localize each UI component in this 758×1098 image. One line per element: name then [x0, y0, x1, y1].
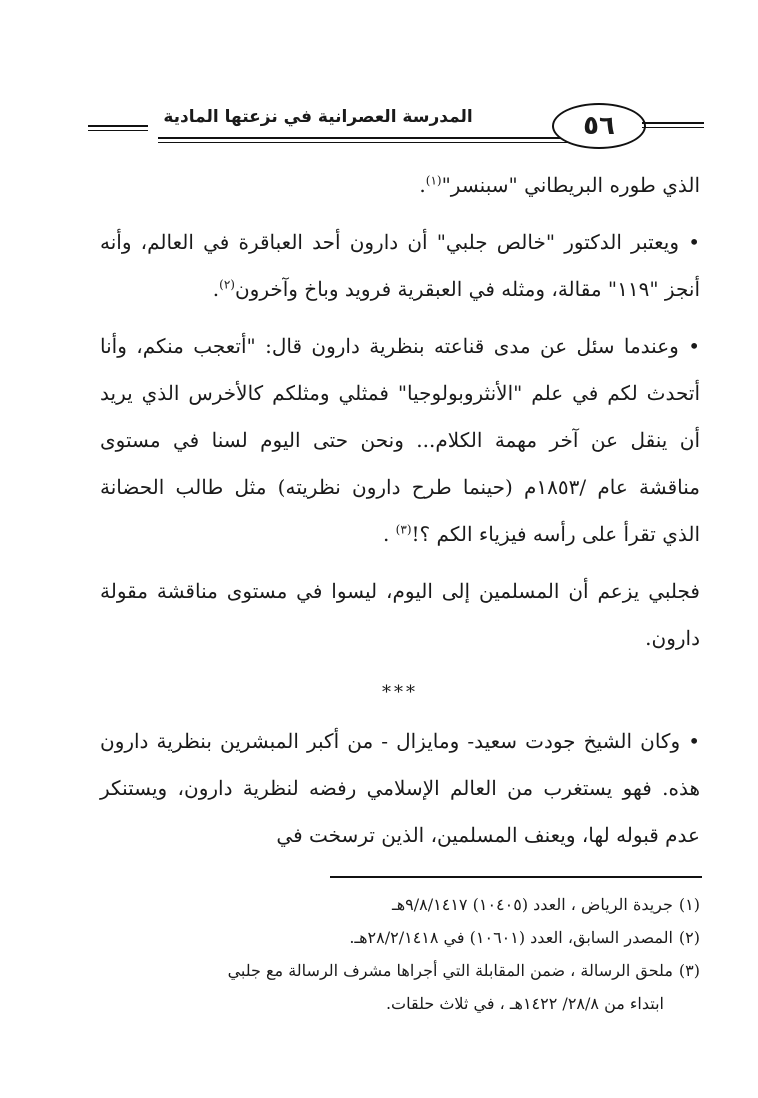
page-header: [88, 95, 704, 155]
header-rule-middle-thin: [158, 142, 628, 143]
footnote-3-continued: ابتداء من ٢٨/٨/ ١٤٢٢هـ ، في ثلاث حلقات.: [385, 994, 664, 1013]
footnote-1: (١)جريدة الرياض ، العدد (١٠٤٠٥) ٩/٨/١٤١٧هـ: [392, 895, 700, 914]
paragraph-4: فجلبي يزعم أن المسلمين إلى اليوم، ليسوا في مستوى مناقشة مقولة دارون.: [100, 579, 700, 650]
header-rule-right-thin: [642, 127, 704, 128]
footnote-ref-1: (١): [425, 173, 442, 188]
header-rule-left-thin: [88, 130, 148, 131]
paragraph-1: الذي طوره البريطاني "سبنسر"$^{(١)}$.: [419, 173, 700, 197]
header-rule-left: [88, 125, 148, 127]
page-number: ٥٦: [552, 103, 646, 149]
section-separator: ***: [382, 682, 418, 703]
body-text: [100, 162, 700, 859]
footnotes: [100, 888, 700, 1020]
footnote-ref-2: (٢): [219, 277, 235, 292]
header-rule-right: [642, 122, 704, 124]
paragraph-5: • وكان الشيخ جودت سعيد- ومايزال - من أكبر المبشرين بنظرية دارون هذه. فهو يستغرب من العالم الإسلامي رفضه لنظرية دارون، ويستنكر عدم قبوله لها، ويعنف المسلمين، الذين ترسخت في: [100, 729, 701, 847]
paragraph-3: • وعندما سئل عن مدى قناعته بنظرية دارون قال: "أتعجب منكم، وأنا أتحدث لكم في علم "الأنثروبولوجيا" فمثلي ومثلكم كالأخرس الذي يريد أن ينقل عن آخر مهمة الكلام... ونحن حتى اليوم لسنا في مستوى مناقشة عام /١٨٥٣م (حينما طرح دارون نظريته) مثل طالب الحضانة الذي تقرأ على رأسه فيزياء الكم ؟!$^{(٣)}$ .: [100, 334, 700, 546]
footnote-3: (٣)ملحق الرسالة ، ضمن المقابلة التي أجراها مشرف الرسالة مع جلبي: [227, 961, 700, 980]
footnote-separator: [330, 876, 702, 878]
paragraph-2: • ويعتبر الدكتور "خالص جلبي" أن دارون أحد العباقرة في العالم، وأنه أنجز "١١٩" مقالة، ومثله في العبقرية فرويد وباخ وآخرون$^{(٢)}$.: [100, 230, 700, 301]
footnote-ref-3: (٣): [395, 522, 412, 537]
footnote-2: (٢)المصدر السابق، العدد (١٠٦٠١) في ٢٨/٢/١٤١٨هـ.: [349, 928, 700, 947]
running-title: المدرسة العصرانية في نزعتها المادية: [163, 107, 473, 127]
